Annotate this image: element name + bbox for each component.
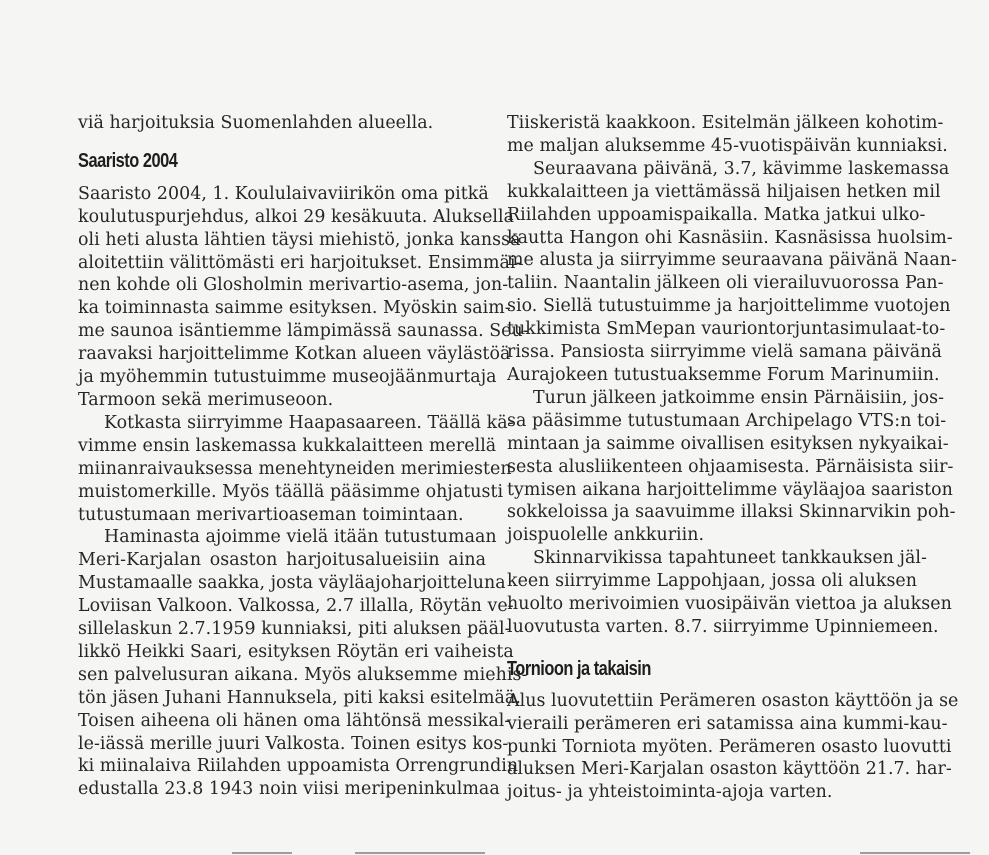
text-line: sesta alusliikenteen ohjaamisesta. Pärnäisista siir- bbox=[507, 456, 954, 477]
text-line: Tarmoon sekä merimuseoon. bbox=[78, 389, 334, 410]
section-heading-saaristo: Saaristo 2004 bbox=[78, 149, 178, 172]
text-line: Aurajokeen tutustuaksemme Forum Marinumiin. bbox=[507, 364, 940, 385]
text-line: Seuraavana päivänä, 3.7, kävimme laskemassa bbox=[533, 158, 950, 179]
text-line: Skinnarvikissa tapahtuneet tankkauksen jäl- bbox=[533, 548, 927, 569]
text-line: vieraili perämeren eri satamissa aina kummi-kau- bbox=[507, 713, 948, 734]
text-line: tön jäsen Juhani Hannuksela, piti kaksi esitelmää. bbox=[78, 687, 521, 708]
paragraph bbox=[507, 387, 956, 547]
paragraph bbox=[507, 112, 948, 158]
paragraph bbox=[507, 158, 957, 387]
bottom-rule bbox=[355, 852, 485, 854]
text-line: taliin. Naantalin jälkeen oli vierailuvuorossa Pan- bbox=[507, 273, 944, 294]
text-line: ka toiminnasta saimme esityksen. Myöskin saim- bbox=[78, 298, 511, 319]
text-line: mintaan ja saimme oivallisen esityksen nykyaikai- bbox=[507, 433, 949, 454]
text-line: Haminasta ajoimme vielä itään tutustumaan bbox=[104, 527, 497, 548]
text-line: ja myöhemmin tutustuimme museojäänmurtaja bbox=[78, 367, 497, 388]
bottom-rule bbox=[860, 852, 970, 854]
text-line: Tiiskeristä kaakkoon. Esitelmän jälkeen kohotim- bbox=[507, 113, 944, 133]
text-line: me maljan aluksemme 45-vuotispäivän kunniaksi. bbox=[507, 135, 948, 156]
paragraph bbox=[78, 183, 529, 412]
text-line: sa pääsimme tutustumaan Archipelago VTS:n toi- bbox=[507, 410, 947, 431]
text-line: Alus luovutettiin Perämeren osaston käyttöön ja se bbox=[507, 690, 959, 711]
text-line: aloitettiin välittömästi eri harjoitukset. Ensimmäi- bbox=[78, 252, 522, 273]
text-line: edustalla 23.8 1943 noin viisi meripeninkulmaa bbox=[78, 779, 500, 800]
text-line: Toisen aiheena oli hänen oma lähtönsä messikal- bbox=[78, 710, 511, 731]
text-line: tutustumaan merivartioaseman toimintaan. bbox=[78, 504, 464, 525]
text-line: raavaksi harjoittelimme Kotkan alueen väylästöä bbox=[78, 344, 511, 365]
left-column bbox=[78, 112, 529, 801]
right-column bbox=[507, 112, 959, 804]
text-line: luovutusta varten. 8.7. siirryimme Upinniemeen. bbox=[507, 616, 939, 637]
text-line: Kotkasta siirryimme Haapasaareen. Täällä kä- bbox=[104, 412, 514, 433]
text-line: sen palvelusuran aikana. Myös aluksemme miehis- bbox=[78, 664, 528, 685]
text-line: kautta Hangon ohi Kasnäsiin. Kasnäsissa huolsim- bbox=[507, 227, 953, 248]
text-line: koulutuspurjehdus, alkoi 29 kesäkuuta. Aluksella bbox=[78, 206, 515, 227]
paragraph bbox=[507, 690, 959, 805]
text-line: nen kohde oli Glosholmin merivartio-asema, jon- bbox=[78, 275, 509, 296]
paragraph bbox=[507, 547, 952, 639]
bottom-rule bbox=[232, 852, 292, 854]
text-line: Riilahden uppoamispaikalla. Matka jatkui ulko- bbox=[507, 204, 926, 225]
lead-line: viä harjoituksia Suomenlahden alueella. bbox=[78, 113, 434, 133]
text-line: sio. Siellä tutustuimme ja harjoittelimme vuotojen bbox=[507, 296, 951, 317]
text-line: ki miinalaiva Riilahden uppoamista Orrengrundin bbox=[78, 756, 519, 777]
text-line: Loviisan Valkoon. Valkossa, 2.7 illalla, Röytän ve- bbox=[78, 596, 514, 617]
text-line: Meri-Karjalan osaston harjoitusalueisiin aina bbox=[78, 550, 486, 571]
text-line: Mustamaalle saakka, josta väyläajoharjoitteluna bbox=[78, 573, 506, 594]
text-line: Turun jälkeen jatkoimme ensin Pärnäisiin, jos- bbox=[533, 387, 945, 408]
text-line: punki Torniota myöten. Perämeren osasto luovutti bbox=[507, 736, 952, 757]
text-line: miinanraivauksessa menehtyneiden merimiesten bbox=[78, 458, 512, 479]
text-line: joitus- ja yhteistoiminta-ajoja varten. bbox=[507, 782, 833, 803]
text-line: tymisen aikana harjoittelimme väyläajoa saariston bbox=[507, 479, 953, 500]
text-line: kukkalaitteen ja viettämässä hiljaisen hetken mil bbox=[507, 181, 941, 202]
paragraph bbox=[78, 526, 528, 801]
text-line: le-iässä merille juuri Valkosta. Toinen esitys kos- bbox=[78, 733, 509, 754]
text-line: huolto merivoimien vuosipäivän viettoa ja aluksen bbox=[507, 594, 952, 615]
text-line: sillelaskun 2.7.1959 kunniaksi, piti aluksen pääl- bbox=[78, 619, 511, 640]
text-line: joispuolelle ankkuriin. bbox=[507, 525, 705, 546]
text-line: likkö Heikki Saari, esityksen Röytän eri vaiheista bbox=[78, 641, 514, 662]
text-line: tukkimista SmMepan vauriontorjuntasimulaat-to- bbox=[507, 319, 946, 340]
text-line: vimme ensin laskemassa kukkalaitteen merellä bbox=[78, 435, 497, 456]
paragraph bbox=[78, 412, 514, 527]
text-line: muistomerkille. Myös täällä pääsimme ohjatusti bbox=[78, 481, 504, 502]
text-line: rissa. Pansiosta siirryimme vielä samana päivänä bbox=[507, 342, 942, 363]
text-line: oli heti alusta lähtien täysi miehistö, jonka kanssa bbox=[78, 229, 521, 250]
text-line: Saaristo 2004, 1. Koululaivaviirikön oma pitkä bbox=[78, 183, 489, 204]
section-heading-tornioon: Tornioon ja takaisin bbox=[507, 657, 651, 680]
text-line: sokkeloissa ja saavuimme illaksi Skinnarvikin poh- bbox=[507, 502, 956, 523]
text-line: aluksen Meri-Karjalan osaston käyttöön 21.7. har- bbox=[507, 759, 952, 780]
text-line: me saunoa isäntiemme lämpimässä saunassa. Seu- bbox=[78, 321, 529, 342]
text-line: keen siirryimme Lappohjaan, jossa oli aluksen bbox=[507, 571, 918, 592]
text-line: me alusta ja siirryimme seuraavana päivänä Naan- bbox=[507, 250, 957, 271]
